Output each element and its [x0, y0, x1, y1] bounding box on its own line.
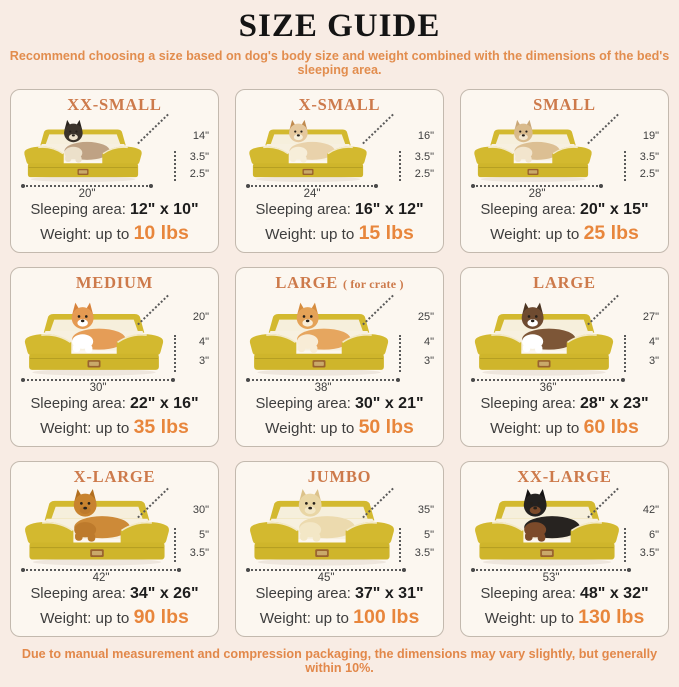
width-dimension — [23, 379, 173, 394]
weight-label: Weight: up to — [265, 419, 355, 437]
sleeping-area-label: Sleeping area: — [30, 585, 126, 602]
width-dimension — [473, 379, 623, 394]
weight-line — [485, 605, 645, 629]
height-dimension-line — [399, 528, 401, 563]
weight-label: Weight: up to — [40, 609, 130, 627]
bolster-height-label: 4" — [648, 336, 659, 349]
base-height-label: 2.5" — [414, 167, 434, 180]
width-dimension-label: 42" — [92, 571, 110, 584]
height-dimension-line — [399, 151, 401, 182]
size-card-title — [533, 95, 596, 115]
depth-dimension-label: 30" — [192, 504, 209, 517]
weight-label: Weight: up to — [265, 225, 355, 243]
weight-label: Weight: up to — [259, 609, 349, 627]
bed-illustration — [17, 115, 212, 200]
size-card — [460, 461, 669, 637]
bolster-height-label: 5" — [198, 528, 209, 541]
dog-bed-illustration — [471, 297, 617, 378]
depth-dimension-label: 20" — [192, 310, 209, 323]
sleeping-area-value: 28" x 23" — [580, 394, 649, 412]
dog-bed-illustration — [471, 483, 623, 568]
weight-value: 90 lbs — [133, 605, 189, 628]
bed-illustration — [17, 293, 212, 394]
weight-line — [265, 221, 414, 245]
size-name: LARGE — [533, 273, 596, 292]
bed-shadow — [257, 369, 380, 375]
size-card — [235, 89, 444, 253]
width-dimension-line — [23, 569, 179, 571]
width-dimension — [23, 185, 151, 200]
weight-value: 35 lbs — [133, 415, 189, 438]
size-name: XX-LARGE — [517, 467, 612, 486]
bed-shadow — [31, 176, 136, 182]
weight-value: 130 lbs — [578, 605, 645, 628]
bolster-height-label: 4" — [198, 336, 209, 349]
bolster-height-label: 3.5" — [639, 151, 659, 164]
width-dimension-label: 24" — [303, 187, 321, 200]
size-card-title — [67, 95, 161, 115]
sleeping-area-label: Sleeping area: — [480, 395, 576, 412]
sleeping-area-value: 37" x 31" — [355, 584, 424, 602]
weight-line — [490, 415, 639, 439]
bed-illustration — [17, 487, 212, 584]
width-dimension-line — [23, 185, 151, 187]
size-name: X-SMALL — [298, 95, 381, 114]
size-card — [10, 89, 219, 253]
base-height-label: 3.5" — [189, 546, 209, 559]
dog-bed-illustration — [21, 483, 173, 568]
bolster-height-label: 5" — [423, 528, 434, 541]
base-height-label: 3.5" — [639, 546, 659, 559]
size-card-title — [275, 273, 403, 293]
width-dimension — [248, 185, 376, 200]
bolster-height-label: 4" — [423, 336, 434, 349]
depth-dimension-label: 19" — [642, 130, 659, 143]
size-card-title — [76, 273, 153, 293]
size-suffix: ( for crate ) — [342, 277, 404, 291]
size-name: MEDIUM — [75, 273, 154, 292]
sleeping-area-label: Sleeping area: — [255, 395, 351, 412]
bolster-height-label: 6" — [648, 528, 659, 541]
width-dimension-label: 45" — [317, 571, 335, 584]
sleeping-area-value: 12" x 10" — [130, 200, 199, 218]
sleeping-area-line — [30, 584, 198, 605]
weight-value: 50 lbs — [358, 415, 414, 438]
weight-line — [490, 221, 639, 245]
bed-illustration — [242, 115, 437, 200]
sleeping-area-label: Sleeping area: — [255, 201, 351, 218]
size-card — [235, 461, 444, 637]
depth-dimension-label: 27" — [642, 310, 659, 323]
footer-note: Due to manual measurement and compression packaging, the dimensions may vary slightly, but generally within 10%. — [21, 647, 658, 675]
size-card-title — [299, 95, 381, 115]
bed-shadow — [482, 369, 605, 375]
width-dimension-label: 38" — [314, 381, 332, 394]
sleeping-area-label: Sleeping area: — [480, 201, 576, 218]
bed-illustration — [467, 293, 662, 394]
width-dimension — [248, 379, 398, 394]
dog-bed-illustration — [246, 115, 370, 184]
bed-illustration — [467, 487, 662, 584]
width-dimension-line — [248, 379, 398, 381]
height-dimension-line — [624, 335, 626, 371]
base-height-label: 3" — [198, 355, 209, 368]
sleeping-area-line — [480, 584, 648, 605]
sleeping-area-value: 34" x 26" — [130, 584, 199, 602]
size-name: XX-SMALL — [67, 95, 162, 114]
dog-bed-illustration — [246, 483, 398, 568]
height-dimension-line — [624, 528, 626, 563]
base-height-label: 3" — [423, 355, 434, 368]
size-card — [10, 461, 219, 637]
dog-bed-illustration — [21, 297, 167, 378]
sleeping-area-line — [480, 394, 648, 415]
sleeping-area-value: 22" x 16" — [130, 394, 199, 412]
sleeping-area-line — [30, 394, 198, 415]
bed-illustration — [242, 487, 437, 584]
width-dimension-label: 28" — [528, 187, 546, 200]
width-dimension-line — [248, 569, 404, 571]
bed-shadow — [32, 369, 155, 375]
width-dimension-line — [473, 379, 623, 381]
height-dimension-line — [624, 151, 626, 182]
width-dimension — [248, 569, 404, 584]
size-card — [460, 89, 669, 253]
width-dimension-line — [473, 569, 629, 571]
weight-value: 100 lbs — [353, 605, 420, 628]
size-card — [460, 267, 669, 447]
width-dimension-label: 20" — [78, 187, 96, 200]
width-dimension-line — [248, 185, 376, 187]
bed-shadow — [483, 558, 611, 565]
bed-shadow — [258, 558, 386, 565]
sleeping-area-value: 16" x 12" — [355, 200, 424, 218]
depth-dimension-label: 14" — [192, 130, 209, 143]
width-dimension-label: 36" — [539, 381, 557, 394]
weight-value: 15 lbs — [358, 221, 414, 244]
size-card-title — [533, 273, 596, 293]
weight-label: Weight: up to — [40, 419, 130, 437]
subtitle: Recommend choosing a size based on dog's body size and weight combined with the dimensions of the bed's sleeping area. — [9, 49, 670, 77]
size-name: JUMBO — [307, 467, 372, 486]
dog-bed-illustration — [246, 297, 392, 378]
sleeping-area-label: Sleeping area: — [30, 395, 126, 412]
width-dimension — [23, 569, 179, 584]
bed-illustration — [242, 293, 437, 394]
size-grid — [0, 89, 679, 637]
height-dimension-line — [174, 335, 176, 371]
sleeping-area-value: 20" x 15" — [580, 200, 649, 218]
bed-shadow — [481, 176, 586, 182]
height-dimension-line — [174, 151, 176, 182]
bolster-height-label: 3.5" — [414, 151, 434, 164]
weight-label: Weight: up to — [484, 609, 574, 627]
sleeping-area-label: Sleeping area: — [480, 585, 576, 602]
width-dimension-label: 53" — [542, 571, 560, 584]
size-card — [235, 267, 444, 447]
sleeping-area-line — [30, 200, 198, 221]
sleeping-area-label: Sleeping area: — [255, 585, 351, 602]
weight-label: Weight: up to — [490, 225, 580, 243]
depth-dimension-label: 35" — [417, 504, 434, 517]
weight-line — [260, 605, 420, 629]
weight-value: 60 lbs — [583, 415, 639, 438]
bolster-height-label: 3.5" — [189, 151, 209, 164]
weight-line — [40, 605, 189, 629]
weight-label: Weight: up to — [40, 225, 130, 243]
bed-illustration — [467, 115, 662, 200]
base-height-label: 3.5" — [414, 546, 434, 559]
base-height-label: 2.5" — [639, 167, 659, 180]
width-dimension — [473, 185, 601, 200]
width-dimension-line — [473, 185, 601, 187]
sleeping-area-label: Sleeping area: — [30, 201, 126, 218]
width-dimension-label: 30" — [89, 381, 107, 394]
sleeping-area-line — [255, 200, 423, 221]
weight-label: Weight: up to — [490, 419, 580, 437]
height-dimension-line — [174, 528, 176, 563]
base-height-label: 3" — [648, 355, 659, 368]
dog-bed-illustration — [21, 115, 145, 184]
weight-line — [40, 221, 189, 245]
size-card — [10, 267, 219, 447]
dog-bed-illustration — [471, 115, 595, 184]
size-guide-page — [0, 8, 679, 687]
depth-dimension-label: 16" — [417, 130, 434, 143]
depth-dimension-label: 25" — [417, 310, 434, 323]
sleeping-area-value: 48" x 32" — [580, 584, 649, 602]
height-dimension-line — [399, 335, 401, 371]
weight-value: 25 lbs — [583, 221, 639, 244]
size-name: SMALL — [533, 95, 596, 114]
sleeping-area-line — [255, 584, 423, 605]
sleeping-area-value: 30" x 21" — [355, 394, 424, 412]
weight-line — [40, 415, 189, 439]
page-title: SIZE GUIDE — [238, 8, 441, 44]
weight-value: 10 lbs — [133, 221, 189, 244]
sleeping-area-line — [480, 200, 648, 221]
weight-line — [265, 415, 414, 439]
bed-shadow — [256, 176, 361, 182]
base-height-label: 2.5" — [189, 167, 209, 180]
width-dimension — [473, 569, 629, 584]
depth-dimension-label: 42" — [642, 504, 659, 517]
sleeping-area-line — [255, 394, 423, 415]
width-dimension-line — [23, 379, 173, 381]
bed-shadow — [33, 558, 161, 565]
size-name: LARGE — [275, 273, 339, 292]
size-name: X-LARGE — [73, 467, 156, 486]
